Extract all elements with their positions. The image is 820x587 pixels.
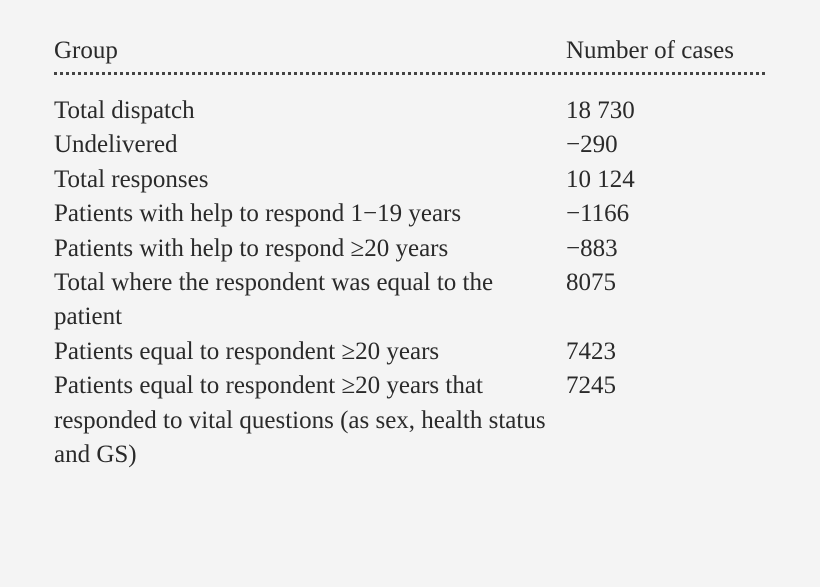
header-divider <box>54 72 765 75</box>
group-cell: Patients with help to respond ≥20 years <box>54 234 449 262</box>
table-row <box>54 232 766 266</box>
count-cell: −290 <box>566 131 618 159</box>
count-cell: 7245 <box>566 372 616 400</box>
table-body <box>54 94 766 472</box>
table-row <box>54 369 766 472</box>
group-cell: Total dispatch <box>54 97 195 124</box>
count-cell: −883 <box>566 234 618 262</box>
count-column-header: Number of cases <box>566 37 734 64</box>
count-cell: −1166 <box>566 200 630 228</box>
cases-table <box>54 34 766 472</box>
group-cell: Total where the respondent was equal to the patient <box>54 269 494 331</box>
table-row <box>54 94 766 128</box>
count-cell: 10 124 <box>566 165 635 193</box>
group-cell: Undelivered <box>54 131 178 159</box>
group-cell: Total responses <box>54 165 209 193</box>
count-cell: 8075 <box>566 269 616 297</box>
table-row <box>54 266 766 335</box>
count-cell: 18 730 <box>566 97 635 124</box>
group-cell: Patients with help to respond 1−19 years <box>54 200 462 228</box>
table-row <box>54 197 766 231</box>
group-column-header: Group <box>54 37 118 64</box>
count-cell: 7423 <box>566 337 616 365</box>
group-cell: Patients equal to respondent ≥20 years <box>54 337 440 365</box>
table-row <box>54 128 766 162</box>
table-header-row <box>54 34 766 68</box>
table-row <box>54 163 766 197</box>
table-row <box>54 335 766 369</box>
group-cell: Patients equal to respondent ≥20 years that responded to vital questions (as sex, health status and GS) <box>54 372 546 469</box>
